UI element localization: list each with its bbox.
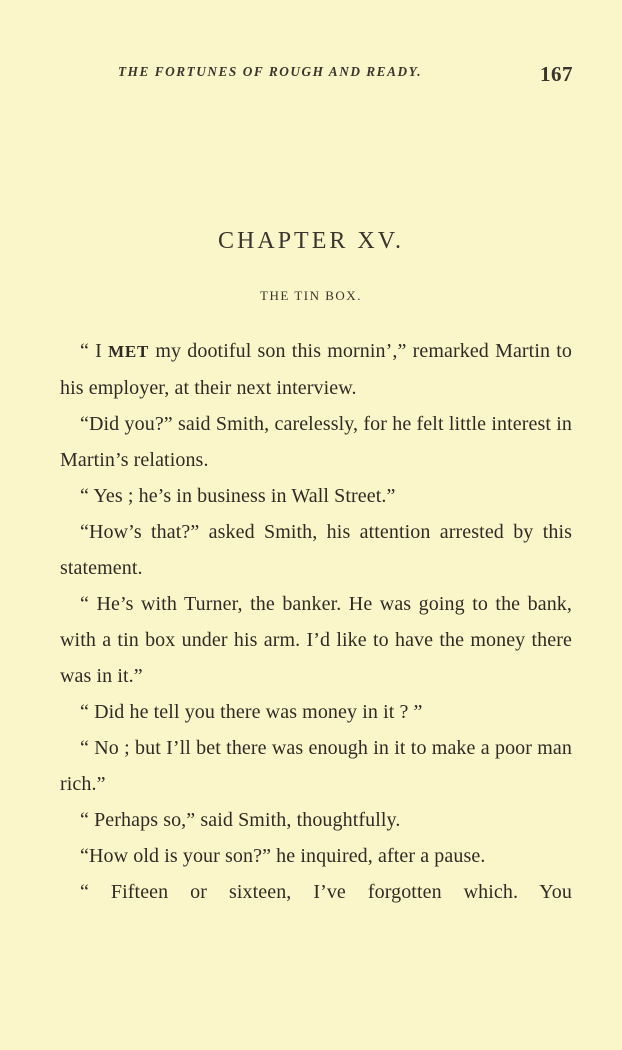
running-head <box>118 62 573 90</box>
paragraph: “ Yes ; he’s in business in Wall Street.” <box>80 485 396 507</box>
paragraph: “ Fifteen or sixteen, I’ve forgotten which. You <box>80 881 572 903</box>
paragraph: “How old is your son?” he inquired, after a pause. <box>80 845 486 867</box>
paragraph: “ Perhaps so,” said Smith, thoughtfully. <box>80 809 401 831</box>
small-caps-word: MET <box>108 342 150 361</box>
paragraph: “ He’s with Turner, the banker. He was going to the bank, with a tin box under his arm. I’d like to have the money there was in it.” <box>60 593 572 687</box>
chapter-heading: CHAPTER XV. <box>218 228 404 254</box>
running-title: THE FORTUNES OF ROUGH AND READY. <box>118 65 423 80</box>
paragraph: “Did you?” said Smith, carelessly, for he felt little interest in Martin’s relations. <box>60 413 572 471</box>
paragraph-opening: “ I <box>80 340 109 362</box>
paragraph-text: my dootiful son this mornin’,” remarked Martin to his employer, at their next interview. <box>60 340 573 399</box>
paragraph: “How’s that?” asked Smith, his attention arrested by this statement. <box>60 521 572 579</box>
paragraph: “ Did he tell you there was money in it ? ” <box>80 701 423 723</box>
body-text <box>60 333 572 910</box>
paragraph <box>60 333 572 406</box>
paragraph: “ No ; but I’ll bet there was enough in it to make a poor man rich.” <box>60 737 572 795</box>
section-title: THE TIN BOX. <box>260 288 362 303</box>
page-number: 167 <box>540 62 573 86</box>
